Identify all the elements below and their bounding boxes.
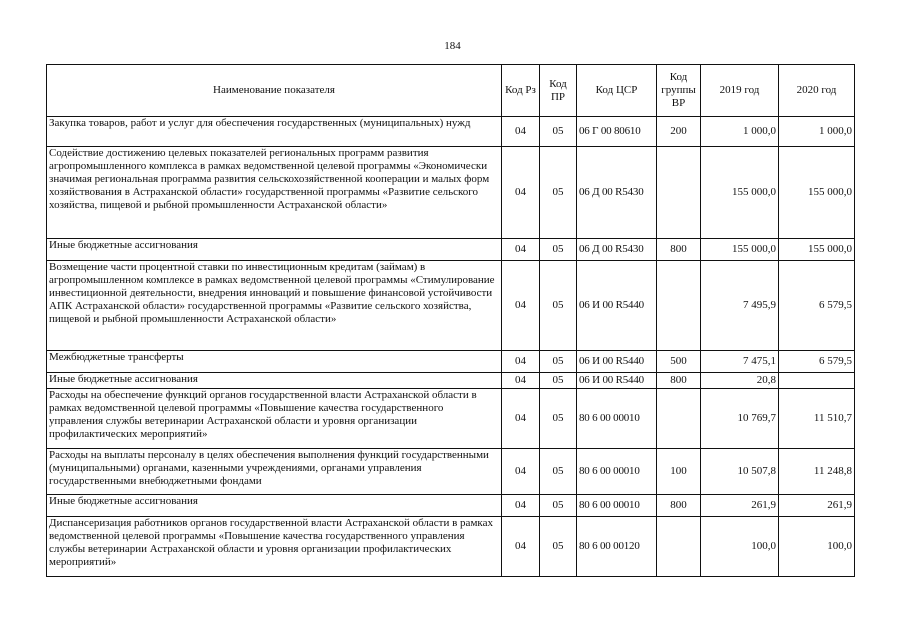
row-vr: 800 xyxy=(657,373,701,389)
row-csr: 06 Г 00 80610 xyxy=(577,117,657,147)
table-row xyxy=(47,117,855,147)
table-row xyxy=(47,495,855,517)
row-2019: 100,0 xyxy=(701,517,779,577)
row-pr: 05 xyxy=(540,351,577,373)
table-row xyxy=(47,517,855,577)
row-2020: 6 579,5 xyxy=(779,351,855,373)
row-2020: 155 000,0 xyxy=(779,147,855,239)
row-csr: 06 Д 00 R5430 xyxy=(577,239,657,261)
row-pr: 05 xyxy=(540,261,577,351)
row-name: Возмещение части процентной ставки по инвестиционным кредитам (займам) в агропромышленном комплексе в рамках ведомственной целевой программы «Стимулирование инвестиционной деятельности, внедрения инноваций и повышение финансовой устойчивости АПК Астраханской области» государственной программы «Развитие сельского хозяйства, пищевой и рыбной промышленности Астраханской области» xyxy=(47,261,502,351)
row-name: Расходы на выплаты персоналу в целях обеспечения выполнения функций государственными (муниципальными) органами, казенными учреждениями, органами управления государственными внебюджетными фондами xyxy=(47,449,502,495)
row-2020: 1 000,0 xyxy=(779,117,855,147)
row-pr: 05 xyxy=(540,147,577,239)
row-2020: 6 579,5 xyxy=(779,261,855,351)
header-rz: Код Рз xyxy=(502,65,540,117)
row-rz: 04 xyxy=(502,351,540,373)
row-name: Расходы на обеспечение функций органов государственной власти Астраханской области в рамках ведомственной целевой программы «Повышение качества государственного управления службы ветеринарии Астраханской области и уровня организации профилактических мероприятий» xyxy=(47,389,502,449)
row-name: Содействие достижению целевых показателей региональных программ развития агропромышленного комплекса в рамках ведомственной целевой программы «Экономически значимая региональная программа развития сельскохозяйственной кооперации и малых форм хозяйствования в Астраханской области» государственной программы «Развитие сельского хозяйства, пищевой и рыбной промышленности Астраханской области» xyxy=(47,147,502,239)
row-2020: 11 510,7 xyxy=(779,389,855,449)
row-csr: 80 6 00 00010 xyxy=(577,389,657,449)
row-vr: 100 xyxy=(657,449,701,495)
row-pr: 05 xyxy=(540,117,577,147)
row-name: Межбюджетные трансферты xyxy=(47,351,502,373)
table-row xyxy=(47,449,855,495)
row-2019: 10 507,8 xyxy=(701,449,779,495)
row-vr xyxy=(657,147,701,239)
row-2020: 11 248,8 xyxy=(779,449,855,495)
row-2019: 7 495,9 xyxy=(701,261,779,351)
table-row xyxy=(47,261,855,351)
row-pr: 05 xyxy=(540,449,577,495)
row-name: Диспансеризация работников органов государственной власти Астраханской области в рамках ведомственной целевой программы «Повышение качества государственного управления службы ветеринарии Астраханской области и уровня организации профилактических мероприятий» xyxy=(47,517,502,577)
row-csr: 06 И 00 R5440 xyxy=(577,373,657,389)
header-2019: 2019 год xyxy=(701,65,779,117)
table-row xyxy=(47,239,855,261)
row-rz: 04 xyxy=(502,517,540,577)
row-csr: 80 6 00 00010 xyxy=(577,495,657,517)
header-name: Наименование показателя xyxy=(47,65,502,117)
row-2019: 20,8 xyxy=(701,373,779,389)
header-csr: Код ЦСР xyxy=(577,65,657,117)
row-rz: 04 xyxy=(502,495,540,517)
header-vr: Код группы ВР xyxy=(657,65,701,117)
row-rz: 04 xyxy=(502,239,540,261)
table-row xyxy=(47,373,855,389)
row-2020: 100,0 xyxy=(779,517,855,577)
header-pr: Код ПР xyxy=(540,65,577,117)
row-vr: 500 xyxy=(657,351,701,373)
row-2020 xyxy=(779,373,855,389)
row-pr: 05 xyxy=(540,517,577,577)
row-vr: 800 xyxy=(657,495,701,517)
row-vr: 800 xyxy=(657,239,701,261)
row-2020: 155 000,0 xyxy=(779,239,855,261)
row-2019: 10 769,7 xyxy=(701,389,779,449)
row-rz: 04 xyxy=(502,117,540,147)
row-rz: 04 xyxy=(502,373,540,389)
row-rz: 04 xyxy=(502,449,540,495)
row-rz: 04 xyxy=(502,147,540,239)
row-csr: 80 6 00 00010 xyxy=(577,449,657,495)
row-2020: 261,9 xyxy=(779,495,855,517)
table-row xyxy=(47,389,855,449)
table-header-row xyxy=(47,65,855,117)
row-pr: 05 xyxy=(540,495,577,517)
row-2019: 7 475,1 xyxy=(701,351,779,373)
row-csr: 06 И 00 R5440 xyxy=(577,261,657,351)
row-2019: 155 000,0 xyxy=(701,239,779,261)
row-vr xyxy=(657,389,701,449)
row-csr: 06 Д 00 R5430 xyxy=(577,147,657,239)
row-rz: 04 xyxy=(502,261,540,351)
row-vr: 200 xyxy=(657,117,701,147)
row-2019: 155 000,0 xyxy=(701,147,779,239)
header-2020: 2020 год xyxy=(779,65,855,117)
row-rz: 04 xyxy=(502,389,540,449)
row-pr: 05 xyxy=(540,389,577,449)
budget-table xyxy=(46,64,855,577)
page-number: 184 xyxy=(444,40,461,52)
table-row xyxy=(47,351,855,373)
row-2019: 1 000,0 xyxy=(701,117,779,147)
row-name: Закупка товаров, работ и услуг для обеспечения государственных (муниципальных) нужд xyxy=(47,117,502,147)
row-name: Иные бюджетные ассигнования xyxy=(47,495,502,517)
row-2019: 261,9 xyxy=(701,495,779,517)
row-pr: 05 xyxy=(540,373,577,389)
row-pr: 05 xyxy=(540,239,577,261)
row-vr xyxy=(657,261,701,351)
row-name: Иные бюджетные ассигнования xyxy=(47,373,502,389)
row-name: Иные бюджетные ассигнования xyxy=(47,239,502,261)
table-row xyxy=(47,147,855,239)
row-vr xyxy=(657,517,701,577)
row-csr: 06 И 00 R5440 xyxy=(577,351,657,373)
row-csr: 80 6 00 00120 xyxy=(577,517,657,577)
